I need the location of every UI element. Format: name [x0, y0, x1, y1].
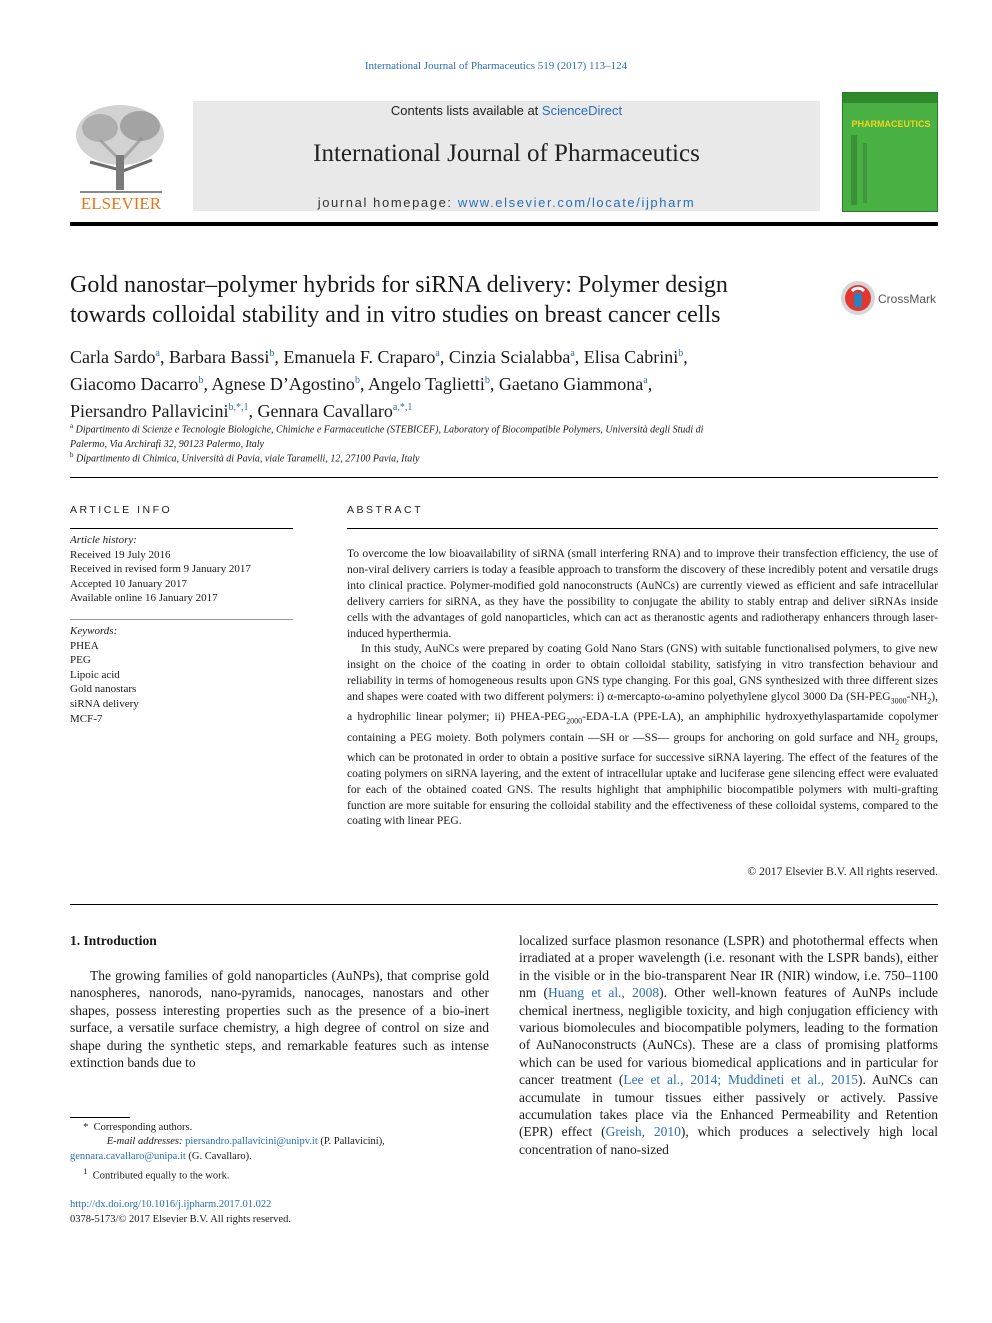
footnote-corresponding: * Corresponding authors. — [83, 1122, 193, 1133]
abstract-copyright: © 2017 Elsevier B.V. All rights reserved. — [747, 865, 938, 878]
contents-line — [193, 103, 820, 118]
intro-paragraph-continued: localized surface plasmon resonance (LSPR) and photothermal effects when irradiated at a proper wavelength (i.e. resonant with the LSPR bands), either in the visible or in the bio-transparent Near IR (NIR) window, i.e. 750–1100 nm (Huang et al., 2008). Other well-known features of AuNPs include chemical inertness, negligible toxicity, and high conjugation efficiency with various biomolecules and biocompatible polymers, leading to the formation of AuNanoconstructs (AuNCs). These are a class of promising platforms which can be used for various biomedical applications and in particular for cancer treatment (Lee et al., 2014; Muddineti et al., 2015). AuNCs can accumulate in tumour tissues either passively or actively. Passive accumulation takes place via the Enhanced Permeability and Retention (EPR) effect (Greish, 2010), which produces a selectively high local concentration of nano-sized — [519, 933, 938, 1157]
elsevier-logo — [70, 100, 173, 212]
keyword: siRNA delivery — [70, 697, 139, 710]
issn-copyright: 0378-5173/© 2017 Elsevier B.V. All rights reserved. — [70, 1213, 291, 1225]
affil-a-line2: Palermo, Via Archirafi 32, 90123 Palermo, Italy — [70, 438, 264, 450]
reference-link[interactable]: Greish, 2010 — [605, 1124, 681, 1140]
cover-title: PHARMACEUTICS — [851, 119, 931, 129]
reference-link[interactable]: Lee et al., 2014; Muddineti et al., 2015 — [623, 1072, 858, 1088]
history-revised: Received in revised form 9 January 2017 — [70, 563, 251, 576]
article-history — [70, 533, 293, 606]
abstract-paragraph-2: In this study, AuNCs were prepared by coating Gold Nano Stars (GNS) with suitable functionalised polymers, to give new insight on the choice of the coating in order to obtain colloidal stability, satisfying in vitro transfection behaviour and reliability in terms of homogeneous results upon GNS type changing. For this goal, GNS synthesized with three different sizes and shapes were coated with two different polymers: i) α-mercapto-ω-amino polyethylene glycol 3000 Da $(SH-PEG_{3000}-NH_2)$, a hydrophilic linear polymer; ii) PHEA-$PEG_{2000}-EDA-LA$ (PPE-LA), an amphiphilic hydroxyethylaspartamide copolymer containing a PEG moiety. Both polymers contain —SH or —SS— groups for anchoring on gold surface and $NH_2$ groups, which can be protonated in order to obtain a positive surface for successive siRNA layering. The effect of the features of the coating polymers on siRNA layering, and the extent of intracellular uptake and luciferase gene silencing effect were evaluated for each of the obtained coated GNS. The results highlight that amphiphilic biocompatible polymers with multi-grafting function are more suitable for ensuring the colloidal stability and the effectiveness of these colloidal systems, compared to the coating with linear PEG. — [347, 642, 938, 828]
affil-b-text: Dipartimento di Chimica, Università di Pavia, viale Taramelli, 12, 27100 Pavia, Italy — [76, 453, 420, 465]
doi-link[interactable]: http://dx.doi.org/10.1016/j.ijpharm.2017.01.022 — [70, 1199, 272, 1210]
body-rule — [70, 904, 938, 905]
homepage-prefix: journal homepage: — [317, 195, 458, 210]
reference-link[interactable]: Huang et al., 2008 — [548, 985, 660, 1001]
article-identifiers — [70, 1198, 291, 1227]
article-info-rule — [70, 528, 293, 529]
affiliation-b — [70, 448, 840, 467]
journal-citation[interactable]: International Journal of Pharmaceutics 519 (2017) 113–124 — [364, 60, 628, 72]
author-name[interactable]: Emanuela F. Craparo — [283, 347, 436, 367]
journal-title: International Journal of Pharmaceutics — [313, 140, 700, 167]
history-accepted: Accepted 10 January 2017 — [70, 577, 187, 590]
author-affiliation-marker[interactable]: a,*,1 — [392, 402, 413, 413]
journal-cover-thumbnail[interactable] — [842, 92, 938, 212]
title-line-2: towards colloidal stability and in vitro studies on breast cancer cells — [70, 302, 721, 328]
author-affiliation-marker[interactable]: a — [643, 375, 648, 386]
author-affiliation-marker[interactable]: b — [354, 375, 360, 386]
keyword: MCF-7 — [70, 712, 103, 725]
crossmark-label: CrossMark — [878, 292, 937, 306]
footnote-equal-contribution: $^1$ Contributed equally to the work. — [83, 1166, 230, 1182]
author-affiliation-marker[interactable]: b — [484, 375, 490, 386]
title-line-1: Gold nanostar–polymer hybrids for siRNA delivery: Polymer design — [70, 272, 728, 298]
author-line-3: Piersandro Pallavicini$^{b,*,1}$, Gennara Cavallaro$^{a,*,1}$ — [70, 401, 413, 421]
author-name[interactable]: Gaetano Giammona — [498, 374, 644, 394]
author-name[interactable]: Agnese D’Agostino — [211, 374, 355, 394]
section-heading-introduction: 1. Introduction — [70, 933, 157, 948]
email-link[interactable]: gennara.cavallaro@unipa.it — [70, 1150, 186, 1162]
section-rule — [70, 477, 938, 478]
footnote-emails: E-mail addresses: piersandro.pallavicini@unipv.it (P. Pallavicini), — [106, 1136, 385, 1148]
author-affiliation-marker[interactable]: a — [155, 348, 160, 359]
abstract-rule — [347, 528, 938, 529]
contents-prefix: Contents lists available at — [390, 103, 542, 118]
email-link[interactable]: piersandro.pallavicini@unipv.it — [185, 1136, 318, 1148]
author-affiliation-marker[interactable]: b — [269, 348, 275, 359]
abstract-body — [347, 546, 938, 829]
author-line-2: Giacomo Dacarro$^b$, Agnese D’Agostino$^b$, Angelo Taglietti$^b$, Gaetano Giammona$^a$, — [70, 374, 653, 394]
author-name[interactable]: Giacomo Dacarro — [70, 374, 199, 394]
footnotes: * Corresponding authors. E-mail addresses: piersandro.pallavicini@unipv.it (P. Pallavicini), gennara.cavallaro@unipa.it (G. Cavallaro). $^1$ Contributed equally to the work. — [70, 1121, 490, 1184]
keywords — [70, 624, 293, 726]
keywords-label: Keywords: — [70, 625, 118, 637]
author-list — [70, 342, 830, 423]
author-affiliation-marker[interactable]: b — [198, 375, 204, 386]
author-affiliation-marker[interactable]: b — [678, 348, 684, 359]
keyword: PEG — [70, 654, 91, 667]
homepage-link[interactable]: www.elsevier.com/locate/ijpharm — [457, 195, 696, 210]
history-online: Available online 16 January 2017 — [70, 592, 218, 605]
history-received: Received 19 July 2016 — [70, 548, 171, 561]
author-name[interactable]: Cinzia Scialabba — [448, 347, 571, 367]
affil-b-marker: b — [70, 451, 74, 459]
abstract-heading: ABSTRACT — [347, 504, 424, 516]
author-affiliation-marker[interactable]: b,*,1 — [228, 402, 249, 413]
author-line-1: Carla Sardo$^a$, Barbara Bassi$^b$, Emanuela F. Craparo$^a$, Cinzia Scialabba$^a$, Elisa Cabrini$^b$, — [70, 347, 688, 367]
intro-right-column — [519, 932, 938, 1158]
affil-a-marker: a — [70, 422, 74, 430]
author-name[interactable]: Elisa Cabrini — [583, 347, 679, 367]
footnote-rule — [70, 1117, 130, 1118]
keyword: PHEA — [70, 639, 99, 652]
author-affiliation-marker[interactable]: a — [435, 348, 440, 359]
intro-paragraph-1: The growing families of gold nanoparticles (AuNPs), that comprise gold nanospheres, nanorods, nano-pyramids, nanocages, nanostars and other shapes, possess interesting properties such as the presence of a bio-inert surface, a versatile surface chemistry, a high degree of control on size and shape during the synthetic steps, and remarkable features such as intense extinction bands due to — [70, 968, 489, 1071]
author-affiliation-marker[interactable]: a — [570, 348, 575, 359]
abstract-paragraph-1: To overcome the low bioavailability of siRNA (small interfering RNA) and to improve their transfection efficiency, the use of non-viral delivery carriers is today a feasible approach to transform the discovery of these incredibly potent and versatile drugs into clinical practice. Polymer-modified gold nanoconstructs (AuNCs) are currently viewed as efficient and safe intracellular delivery carriers for siRNA, as they have the possibility to conjugate the ability to stably entrap and deliver siRNAs inside cells with the advantages of gold nanoparticles, which can act as theranostic agents and radiotherapy enhancers through laser-induced hyperthermia. — [347, 547, 938, 640]
author-name[interactable]: Carla Sardo — [70, 347, 156, 367]
history-label: Article history: — [70, 534, 137, 546]
header-rule — [70, 222, 938, 226]
keyword: Lipoic acid — [70, 668, 120, 681]
author-name[interactable]: Piersandro Pallavicini — [70, 401, 229, 421]
author-name[interactable]: Gennara Cavallaro — [257, 401, 393, 421]
sciencedirect-link[interactable]: ScienceDirect — [541, 103, 623, 118]
author-name[interactable]: Barbara Bassi — [168, 347, 270, 367]
keyword: Gold nanostars — [70, 683, 137, 696]
affil-a-line1: Dipartimento di Scienze e Tecnologie Biologiche, Chimiche e Farmaceutiche (STEBICEF), Laboratory of Biocompatible Polymers, Università degli Studi di — [75, 424, 704, 436]
article-title — [70, 270, 830, 330]
author-name[interactable]: Angelo Taglietti — [367, 374, 485, 394]
journal-homepage — [193, 195, 820, 210]
elsevier-wordmark: ELSEVIER — [80, 194, 162, 212]
article-info-heading: ARTICLE INFO — [70, 504, 173, 516]
crossmark-badge[interactable] — [840, 279, 940, 317]
keywords-rule — [70, 619, 293, 620]
intro-left-column — [70, 967, 489, 1071]
